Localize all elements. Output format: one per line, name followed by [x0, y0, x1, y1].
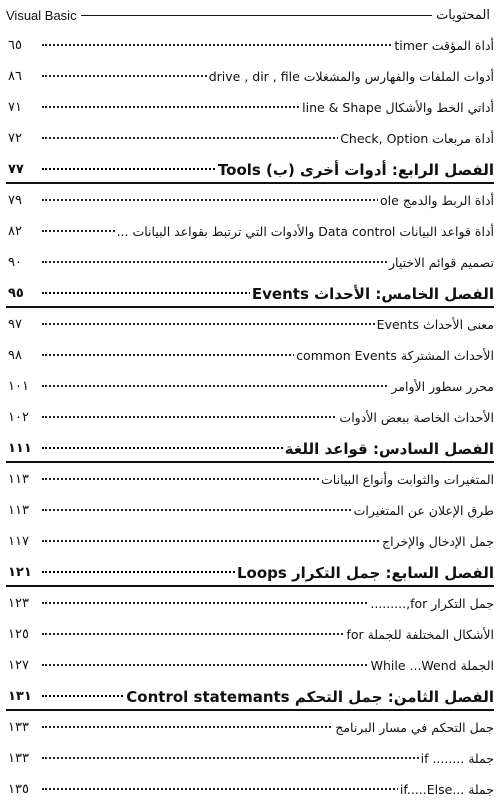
toc-entry-title: الفصل الخامس: الأحداث Events [251, 284, 494, 303]
toc-page-number: ٩٠ [8, 255, 22, 270]
toc-entry-title: طرق الإعلان عن المتغيرات [353, 503, 494, 518]
header-section-title: المحتويات [436, 7, 490, 23]
toc-entry-row [0, 650, 500, 681]
toc-page-number: ١١٣ [8, 503, 29, 518]
toc-entry-title: تصميم قوائم الاختيار [388, 255, 494, 270]
toc-entry-title: الفصل السادس: قواعد اللغة [284, 439, 494, 458]
toc-page-number: ١١٧ [8, 534, 29, 549]
toc-entry-title: جملة ...if.....Else [399, 782, 494, 797]
toc-page-number: ٧٩ [8, 193, 22, 208]
toc-entry-row [0, 123, 500, 154]
toc-page-number: ٧١ [8, 100, 22, 115]
toc-page-number: ١٣٥ [8, 782, 29, 797]
toc-page-number: ٧٧ [8, 162, 24, 177]
toc-page-number: ١٠١ [8, 379, 29, 394]
toc-page-number: ١٣١ [8, 689, 32, 704]
toc-entry-row [0, 464, 500, 495]
toc-entry-row [0, 185, 500, 216]
toc-entry-row [0, 588, 500, 619]
toc-page-number: ٨٦ [8, 69, 22, 84]
toc-entry-title: الفصل السابع: جمل التكرار Loops [236, 563, 494, 582]
toc-entry-title: أدوات الملفات والفهارس والمشغلات drive , dir , file [208, 69, 494, 84]
toc-entry-row [0, 61, 500, 92]
toc-entry-row [0, 526, 500, 557]
toc-page-number: ١٣٣ [8, 751, 29, 766]
toc-page-number: ٨٢ [8, 224, 22, 239]
toc-page-number: ١٢٧ [8, 658, 29, 673]
toc-entry-title: أداة الربط والدمج ole [380, 193, 494, 208]
toc-entry-title: الفصل الثامن: جمل التحكم Control statemants [126, 687, 494, 706]
toc-entry-title: الأحداث الخاصة ببعض الأدوات [339, 410, 494, 425]
toc-entry-title: أداتي الخط والأشكال line & Shape [302, 100, 494, 115]
toc-page-number: ٩٧ [8, 317, 22, 332]
toc-entry-title: جمل الإدخال والإخراج [382, 534, 494, 549]
toc-entry-title: الأحداث المشتركة common Events [296, 348, 494, 363]
toc-page-number: ١١١ [8, 441, 32, 456]
toc-entry-title: أداة قواعد البيانات Data control والأدوات التي ترتبط بقواعد البيانات ... [116, 224, 494, 239]
table-of-contents [0, 30, 500, 805]
toc-entry-title: معنى الأحداث Events [376, 317, 494, 332]
running-header [6, 4, 490, 26]
toc-entry-row [0, 247, 500, 278]
toc-entry-title: جمل التكرار for,......... [370, 596, 494, 611]
toc-page-number: ١٢٥ [8, 627, 29, 642]
toc-entry-row [0, 743, 500, 774]
toc-entry-title: الأشكال المختلفة للجملة for [346, 627, 494, 642]
toc-page-number: ٦٥ [8, 38, 22, 53]
toc-chapter-row [0, 154, 500, 185]
toc-chapter-row [0, 278, 500, 309]
header-book-title: Visual Basic [6, 7, 77, 23]
toc-entry-title: أداة مربعات Check, Option [340, 131, 494, 146]
toc-page-number: ٩٥ [8, 286, 24, 301]
toc-entry-title: أداة المؤقت timer [394, 38, 494, 53]
toc-entry-row [0, 371, 500, 402]
toc-page-number: ١٠٢ [8, 410, 29, 425]
toc-page-number: ١٢٣ [8, 596, 29, 611]
toc-entry-row [0, 402, 500, 433]
toc-entry-row [0, 712, 500, 743]
toc-chapter-row [0, 433, 500, 464]
toc-chapter-row [0, 557, 500, 588]
toc-entry-row [0, 495, 500, 526]
toc-entry-title: محرر سطور الأوامر [391, 379, 494, 394]
toc-entry-title: جملة ........ if [420, 751, 494, 766]
toc-entry-row [0, 30, 500, 61]
toc-entry-row [0, 619, 500, 650]
toc-page-number: ٩٨ [8, 348, 22, 363]
toc-entry-title: جمل التحكم في مسار البرنامج [335, 720, 494, 735]
toc-entry-title: الفصل الرابع: أدوات أخرى (ب) Tools [217, 160, 494, 179]
header-rule [81, 15, 432, 16]
toc-entry-row [0, 92, 500, 123]
toc-entry-row [0, 216, 500, 247]
toc-entry-title: الجملة While ...Wend [370, 658, 494, 673]
toc-page-number: ١١٣ [8, 472, 29, 487]
toc-page-number: ٧٢ [8, 131, 22, 146]
toc-entry-row [0, 309, 500, 340]
toc-entry-row [0, 340, 500, 371]
toc-page-number: ١٢١ [8, 565, 32, 580]
toc-entry-row [0, 774, 500, 805]
toc-entry-title: المتغيرات والثوابت وأنواع البيانات [321, 472, 494, 487]
toc-page-number: ١٣٣ [8, 720, 29, 735]
toc-chapter-row [0, 681, 500, 712]
